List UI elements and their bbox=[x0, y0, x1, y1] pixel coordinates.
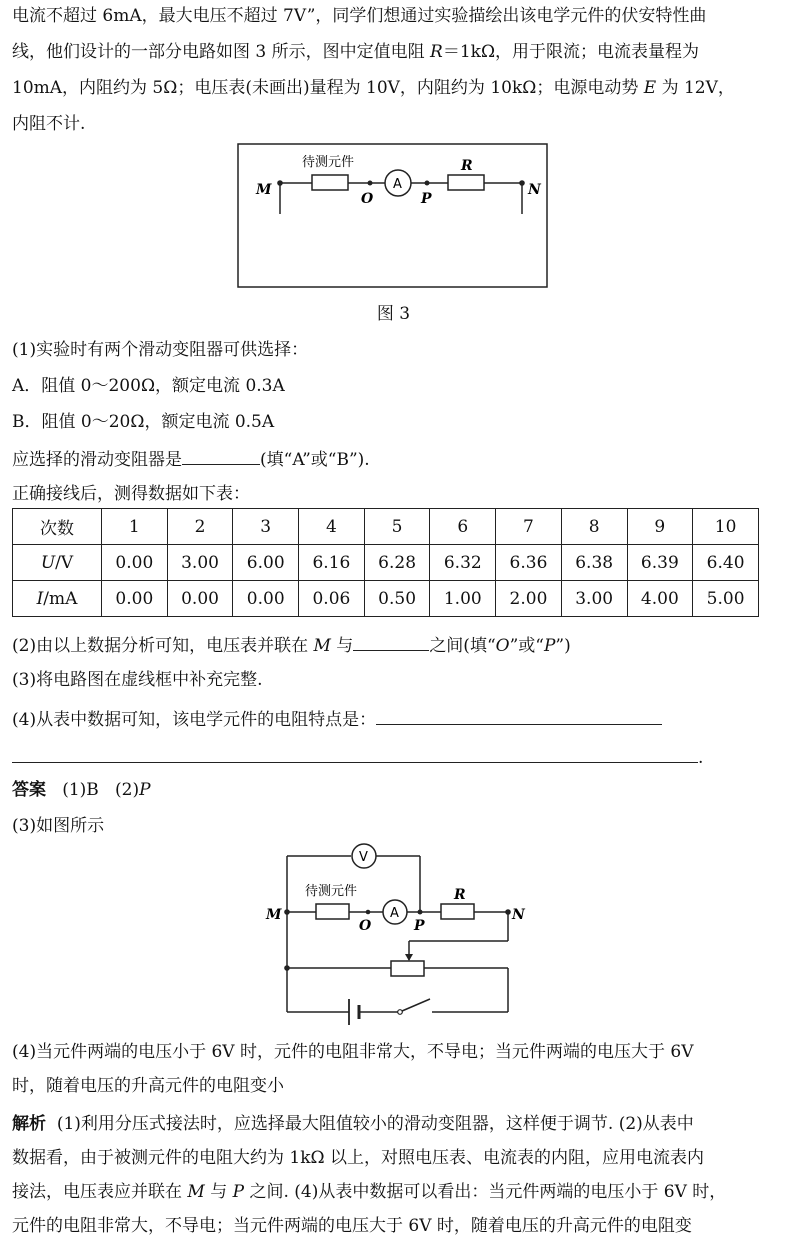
node-m-label: M bbox=[266, 907, 282, 923]
analysis-label: 解析 bbox=[12, 1114, 46, 1134]
table-cell: 2.00 bbox=[496, 581, 562, 617]
node-p-dot bbox=[418, 910, 423, 915]
voltage-var: U bbox=[40, 552, 56, 573]
q2-m: M bbox=[313, 636, 331, 656]
answer-label: 答案 bbox=[12, 780, 46, 800]
element-under-test bbox=[312, 175, 348, 190]
intro-text: 线，他们设计的一部分电路如图 3 所示，图中定值电阻 bbox=[12, 42, 431, 62]
q2-text: (2)由以上数据分析可知，电压表并联在 bbox=[12, 636, 314, 656]
table-intro: 正确接线后，测得数据如下表： bbox=[12, 484, 250, 504]
node-n-label: N bbox=[512, 907, 525, 923]
q4-text: (4)从表中数据可知，该电学元件的电阻特点是： bbox=[12, 710, 377, 730]
node-m-label: M bbox=[256, 182, 272, 198]
answer-1: (1)B bbox=[62, 780, 99, 800]
analysis-text: (1)利用分压式接法时，应选择最大阻值较小的滑动变阻器，这样便于调节. (2)从表中 bbox=[56, 1114, 694, 1134]
analysis-line-1 bbox=[12, 1112, 694, 1136]
analysis-line-2: 数据看，由于被测元件的电阻大约为 1kΩ 以上，对照电压表、电流表的内阻，应用电流表内 bbox=[12, 1148, 705, 1168]
answer-4-line-1: (4)当元件两端的电压小于 6V 时，元件的电阻非常大，不导电；当元件两端的电压大于 6V bbox=[12, 1042, 694, 1062]
table-cell: 1.00 bbox=[430, 581, 496, 617]
table-cell: 7 bbox=[496, 509, 562, 545]
table-cell: 0.06 bbox=[299, 581, 365, 617]
data-table bbox=[12, 508, 759, 617]
q4 bbox=[12, 706, 662, 732]
analysis-p: P bbox=[232, 1182, 245, 1202]
table-cell: 6.32 bbox=[430, 545, 496, 581]
table-cell: 3.00 bbox=[167, 545, 233, 581]
table-row-voltage bbox=[13, 545, 759, 581]
table-cell: 3.00 bbox=[561, 581, 627, 617]
analysis-m: M bbox=[187, 1182, 205, 1202]
analysis-line-4: 元件的电阻非常大，不导电；当元件两端的电压大于 6V 时，随着电压的升高元件的电阻变 bbox=[12, 1216, 692, 1236]
q2-p: P bbox=[543, 636, 556, 656]
answer-3: (3)如图所示 bbox=[12, 816, 105, 836]
slider-arrow bbox=[405, 954, 413, 961]
node-o-label: O bbox=[359, 918, 372, 934]
table-cell: 6 bbox=[430, 509, 496, 545]
voltage-unit: /V bbox=[55, 552, 74, 573]
emf-var: E bbox=[643, 78, 657, 98]
intro-text: ＝1kΩ，用于限流；电流表量程为 bbox=[442, 42, 700, 62]
table-cell: 0.00 bbox=[233, 581, 299, 617]
node-p-label: P bbox=[421, 191, 432, 207]
voltmeter-label: V bbox=[359, 850, 368, 865]
table-cell: 6.16 bbox=[299, 545, 365, 581]
resistor-var: R bbox=[430, 42, 443, 62]
table-cell: 10 bbox=[693, 509, 759, 545]
table-row-current bbox=[13, 581, 759, 617]
table-cell: 4.00 bbox=[627, 581, 693, 617]
table-cell: 5.00 bbox=[693, 581, 759, 617]
table-cell: 6.39 bbox=[627, 545, 693, 581]
circuit-figure-answer bbox=[0, 836, 787, 1036]
q4-line-2 bbox=[12, 744, 703, 770]
q1-ask-text: (填“A”或“B”). bbox=[260, 450, 370, 470]
node-n-label: N bbox=[528, 182, 541, 198]
analysis-line-3 bbox=[12, 1180, 726, 1204]
ammeter-label: A bbox=[390, 906, 399, 921]
intro-line-1: 电流不超过 6mA，最大电压不超过 7V”，同学们想通过实验描绘出该电学元件的伏安特性曲 bbox=[12, 6, 707, 26]
table-cell: 6.40 bbox=[693, 545, 759, 581]
figure-caption: 图 3 bbox=[376, 304, 411, 324]
q4-end: . bbox=[698, 748, 704, 768]
answer-blank bbox=[353, 632, 429, 651]
answer-line bbox=[12, 778, 151, 802]
q2-text: 之间(填“ bbox=[429, 636, 496, 656]
switch-lever bbox=[402, 999, 430, 1011]
table-cell: 0.50 bbox=[364, 581, 430, 617]
q2-text: ”) bbox=[555, 636, 571, 656]
q2 bbox=[12, 632, 571, 658]
table-cell: 6.36 bbox=[496, 545, 562, 581]
analysis-text: 接法，电压表应并联在 bbox=[12, 1182, 188, 1202]
fixed-resistor bbox=[441, 904, 474, 919]
table-cell: 1 bbox=[102, 509, 168, 545]
fixed-resistor bbox=[448, 175, 484, 190]
table-cell: 0.00 bbox=[102, 581, 168, 617]
current-unit: /mA bbox=[43, 588, 78, 609]
element-under-test bbox=[316, 904, 349, 919]
q2-text: 与 bbox=[330, 636, 354, 656]
table-cell: 3 bbox=[233, 509, 299, 545]
resistor-label: R bbox=[461, 158, 473, 174]
intro-line-4: 内阻不计. bbox=[12, 114, 86, 134]
table-cell: 4 bbox=[299, 509, 365, 545]
table-cell: 5 bbox=[364, 509, 430, 545]
table-header-cell: 次数 bbox=[13, 509, 102, 545]
element-label: 待测元件 bbox=[305, 884, 358, 899]
q1-option-b: B．阻值 0～20Ω，额定电流 0.5A bbox=[12, 412, 275, 432]
rheostat bbox=[391, 961, 424, 976]
analysis-text: 与 bbox=[204, 1182, 233, 1202]
answer-2-var: P bbox=[139, 780, 151, 800]
q1-prompt: (1)实验时有两个滑动变阻器可供选择： bbox=[12, 340, 309, 360]
intro-text: 为 12V， bbox=[656, 78, 735, 98]
q2-text: ”或“ bbox=[509, 636, 544, 656]
answer-4-line-2: 时，随着电压的升高元件的电阻变小 bbox=[12, 1076, 284, 1096]
node-p-label: P bbox=[414, 918, 425, 934]
intro-text: 10mA，内阻约为 5Ω；电压表(未画出)量程为 10V，内阻约为 10kΩ；电源电动势 bbox=[12, 78, 644, 98]
answer-2-prefix: (2) bbox=[115, 780, 140, 800]
table-cell: 6.28 bbox=[364, 545, 430, 581]
element-label: 待测元件 bbox=[302, 155, 355, 170]
q1-ask bbox=[12, 446, 370, 472]
table-cell: 0.00 bbox=[102, 545, 168, 581]
table-header-cell bbox=[13, 581, 102, 617]
table-cell: 6.00 bbox=[233, 545, 299, 581]
dashed-frame bbox=[238, 144, 547, 287]
ammeter-label: A bbox=[393, 177, 402, 192]
answer-blank bbox=[12, 744, 698, 763]
q2-o: O bbox=[495, 636, 510, 656]
resistor-label: R bbox=[454, 887, 466, 903]
circuit-figure-3 bbox=[0, 0, 787, 300]
answer-blank bbox=[376, 706, 662, 725]
q3: (3)将电路图在虚线框中补充完整. bbox=[12, 670, 263, 690]
table-cell: 2 bbox=[167, 509, 233, 545]
table-cell: 0.00 bbox=[167, 581, 233, 617]
current-var: I bbox=[36, 588, 44, 609]
table-cell: 8 bbox=[561, 509, 627, 545]
q1-option-a: A．阻值 0～200Ω，额定电流 0.3A bbox=[12, 376, 285, 396]
table-row-index bbox=[13, 509, 759, 545]
node-o-label: O bbox=[361, 191, 374, 207]
switch-contact bbox=[398, 1010, 403, 1015]
answer-blank bbox=[182, 446, 260, 465]
q1-ask-text: 应选择的滑动变阻器是 bbox=[12, 450, 182, 470]
table-cell: 9 bbox=[627, 509, 693, 545]
analysis-text: 之间. (4)从表中数据可以看出：当元件两端的电压小于 6V 时， bbox=[244, 1182, 727, 1202]
table-cell: 6.38 bbox=[561, 545, 627, 581]
table-header-cell bbox=[13, 545, 102, 581]
